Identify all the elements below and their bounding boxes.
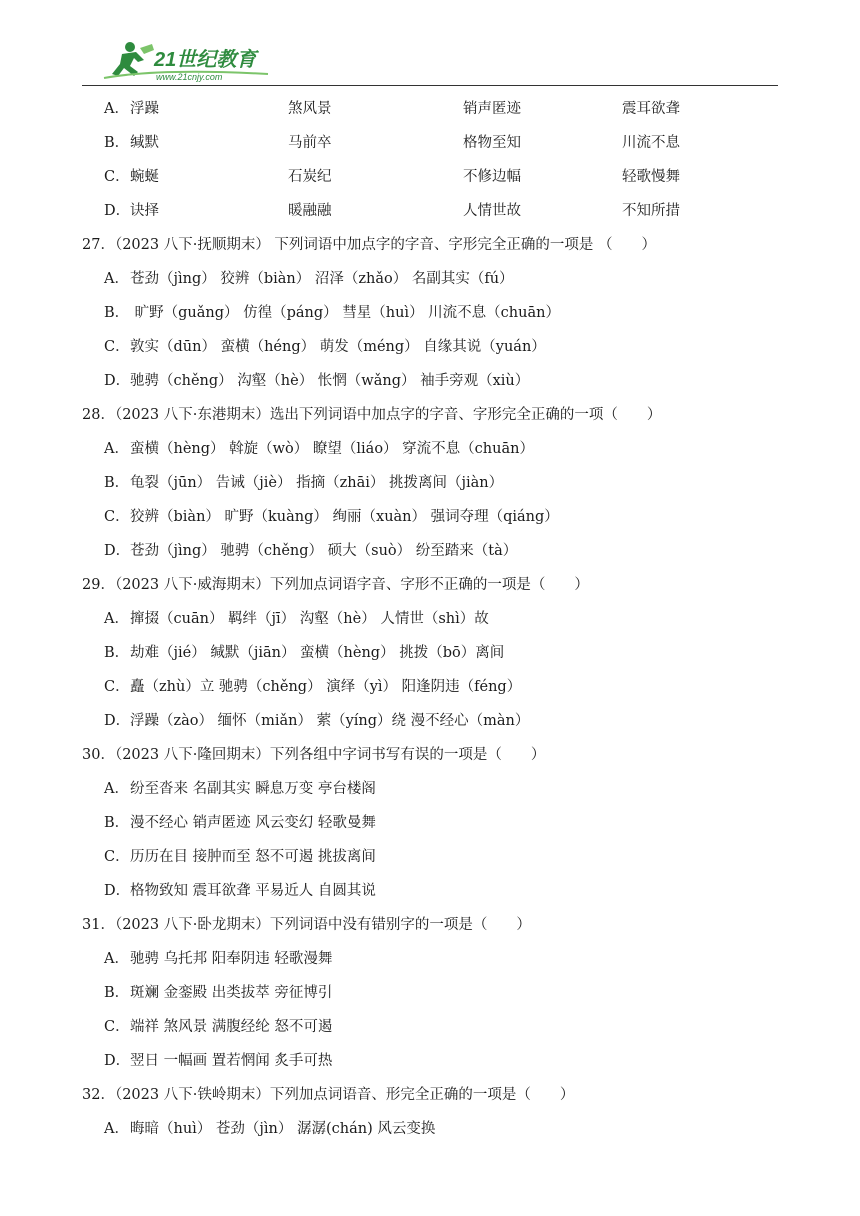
q32-stem: 32．（2023 八下·铁岭期末）下列加点词语音、形完全正确的一项是（ ）: [82, 1087, 575, 1103]
q28-option-a: A．蛮横（hèng） 斡旋（wò） 瞭望（liáo） 穿流不息（chuān）: [104, 441, 534, 457]
q26-d-1: 诀择: [130, 203, 159, 219]
q26-a-1: 浮躁: [130, 101, 159, 117]
q26-a-4: 震耳欲聋: [622, 101, 680, 117]
header-divider: [82, 85, 778, 86]
q31-option-c: C．端祥 煞风景 满腹经纶 怒不可遏: [104, 1019, 333, 1035]
q26-option-a: A． 浮躁 煞风景 销声匿迹 震耳欲聋: [82, 92, 778, 126]
runner-icon: [112, 42, 154, 76]
q27-option-b: B． 旷野（guǎng） 仿徨（páng） 彗星（huì） 川流不息（chuān）: [104, 305, 560, 321]
q29-option-d: D．浮躁（zào） 缅怀（miǎn） 萦（yíng）绕 漫不经心（màn）: [104, 713, 530, 729]
q27-stem: 27．（2023 八下·抚顺期末） 下列词语中加点字的字音、字形完全正确的一项是 （ ）: [82, 237, 657, 253]
q28-option-c: C．狡辨（biàn） 旷野（kuàng） 绚丽（xuàn） 强词夺理（qiáng）: [104, 509, 559, 525]
q26-c-1: 蜿蜒: [130, 169, 159, 185]
q31-option-b: B．斑斓 金銮殿 出类拔萃 旁征博引: [104, 985, 333, 1001]
q30-option-b: B．漫不经心 销声匿迹 风云变幻 轻歌曼舞: [104, 815, 376, 831]
q26-d-2: 暖融融: [288, 203, 332, 219]
q26-a-3: 销声匿迹: [463, 101, 521, 117]
logo-text: 21世纪教育: [154, 49, 257, 71]
q27-option-a: A．苍劲（jìng） 狡辨（biàn） 沼泽（zhǎo） 名副其实（fú）: [104, 271, 514, 287]
q26-a-2: 煞风景: [288, 101, 332, 117]
q26-b-1: 缄默: [130, 135, 159, 151]
q26-d-3: 人情世故: [463, 203, 521, 219]
q30-option-c: C．历历在目 接肿而至 怒不可遏 挑拔离间: [104, 849, 376, 865]
q30-option-d: D．格物致知 震耳欲聋 平易近人 自圆其说: [104, 883, 376, 899]
q29-option-b: B．劫难（jié） 缄默（jiān） 蛮横（hèng） 挑拨（bō）离间: [104, 645, 505, 661]
q28-option-d: D．苍劲（jìng） 驰骋（chěng） 硕大（suò） 纷至踏来（tà）: [104, 543, 518, 559]
page-header: [100, 38, 778, 88]
q29-stem: 29．（2023 八下·威海期末）下列加点词语字音、字形不正确的一项是（ ）: [82, 577, 589, 593]
q27-option-d: D．驰骋（chěng） 沟壑（hè） 怅惘（wǎng） 袖手旁观（xiù）: [104, 373, 530, 389]
q30-stem: 30．（2023 八下·隆回期末）下列各组中字词书写有误的一项是（ ）: [82, 747, 546, 763]
q28-stem: 28．（2023 八下·东港期末）选出下列词语中加点字的字音、字形完全正确的一项（ ）: [82, 407, 662, 423]
q28-option-b: B．龟裂（jūn） 告诫（jiè） 指摘（zhāi） 挑拨离间（jiàn）: [104, 475, 504, 491]
site-logo: [100, 38, 280, 86]
q26-b-4: 川流不息: [622, 135, 680, 151]
q26-option-b: B． 缄默 马前卒 格物至知 川流不息: [82, 126, 778, 160]
q31-stem: 31．（2023 八下·卧龙期末）下列词语中没有错别字的一项是（ ）: [82, 917, 531, 933]
q27-option-c: C．敦实（dūn） 蛮横（héng） 萌发（méng） 自缘其说（yuán）: [104, 339, 546, 355]
q26-c-3: 不修边幅: [463, 169, 521, 185]
q30-option-a: A．纷至沓来 名副其实 瞬息万变 亭台楼阁: [104, 781, 376, 797]
q26-c-4: 轻歌慢舞: [622, 169, 680, 185]
q26-b-3: 格物至知: [463, 135, 521, 151]
q29-option-a: A．撺掇（cuān） 羁绊（jī） 沟壑（hè） 人情世（shì）故: [104, 611, 489, 627]
q26-c-2: 石炭纪: [288, 169, 332, 185]
logo-url: www.21cnjy.com: [156, 72, 223, 82]
q32-option-a: A．晦暗（huì） 苍劲（jìn） 潺潺(chán) 风云变换: [104, 1121, 436, 1137]
q31-option-a: A．驰骋 乌托邦 阳奉阴违 轻歌漫舞: [104, 951, 333, 967]
q31-option-d: D．翌日 一幅画 置若惘闻 炙手可热: [104, 1053, 333, 1069]
question-list: [82, 92, 778, 1146]
q26-option-d: D． 诀择 暖融融 人情世故 不知所措: [82, 194, 778, 228]
q29-option-c: C．矗（zhù）立 驰骋（chěng） 演绎（yì） 阳逢阴违（féng）: [104, 679, 522, 695]
q26-options: [82, 92, 778, 228]
q26-option-c: C． 蜿蜒 石炭纪 不修边幅 轻歌慢舞: [82, 160, 778, 194]
q26-d-4: 不知所措: [622, 203, 680, 219]
q26-b-2: 马前卒: [288, 135, 332, 151]
